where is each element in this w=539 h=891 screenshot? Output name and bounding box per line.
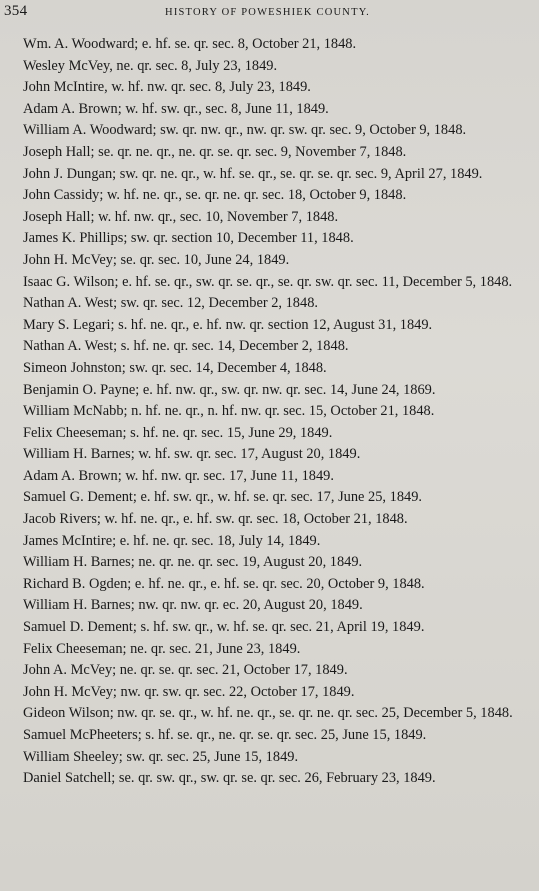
- land-entry: Mary S. Legari; s. hf. ne. qr., e. hf. nw. qr. section 12, August 31, 1849.: [23, 316, 433, 333]
- land-entry: Gideon Wilson; nw. qr. se. qr., w. hf. ne. qr., se. qr. ne. qr. sec. 25, December 5, 1848.: [23, 705, 513, 722]
- land-entry: Wesley McVey, ne. qr. sec. 8, July 23, 1849.: [23, 57, 278, 74]
- land-entry: John J. Dungan; sw. qr. ne. qr., w. hf. se. qr., se. qr. se. qr. sec. 9, April 27, 1849.: [23, 165, 483, 182]
- land-entry: John H. McVey; nw. qr. sw. qr. sec. 22, October 17, 1849.: [23, 683, 355, 700]
- land-entry: Adam A. Brown; w. hf. sw. qr., sec. 8, June 11, 1849.: [23, 100, 329, 117]
- land-entry: William H. Barnes; nw. qr. nw. qr. ec. 20, August 20, 1849.: [23, 597, 363, 614]
- land-entry: Samuel McPheeters; s. hf. se. qr., ne. qr. se. qr. sec. 25, June 15, 1849.: [23, 727, 427, 743]
- land-entry: John McIntire, w. hf. nw. qr. sec. 8, July 23, 1849.: [23, 79, 311, 96]
- land-entry: Daniel Satchell; se. qr. sw. qr., sw. qr. se. qr. sec. 26, February 23, 1849.: [23, 770, 436, 787]
- land-entry: Felix Cheeseman; ne. qr. sec. 21, June 23, 1849.: [23, 640, 301, 657]
- land-entry: William H. Barnes; ne. qr. ne. qr. sec. 19, August 20, 1849.: [23, 554, 363, 571]
- land-entry: Jacob Rivers; w. hf. ne. qr., e. hf. sw. qr. sec. 18, October 21, 1848.: [23, 511, 408, 528]
- land-entry: James K. Phillips; sw. qr. section 10, December 11, 1848.: [23, 230, 354, 247]
- page-header: [4, 3, 531, 25]
- land-entry: Benjamin O. Payne; e. hf. nw. qr., sw. qr. nw. qr. sec. 14, June 24, 1869.: [23, 381, 436, 398]
- land-entry: Samuel D. Dement; s. hf. sw. qr., w. hf. se. qr. sec. 21, April 19, 1849.: [23, 619, 425, 636]
- land-entry: Adam A. Brown; w. hf. nw. qr. sec. 17, June 11, 1849.: [23, 467, 334, 484]
- page-number: 354: [4, 3, 28, 19]
- land-entry: William H. Barnes; w. hf. sw. qr. sec. 17, August 20, 1849.: [23, 446, 361, 463]
- land-entry: William A. Woodward; sw. qr. nw. qr., nw. qr. sw. qr. sec. 9, October 9, 1848.: [23, 122, 467, 139]
- land-entry: John A. McVey; ne. qr. se. qr. sec. 21, October 17, 1849.: [23, 662, 348, 679]
- land-entry: James McIntire; e. hf. ne. qr. sec. 18, July 14, 1849.: [23, 532, 321, 549]
- land-entry: Joseph Hall; w. hf. nw. qr., sec. 10, November 7, 1848.: [23, 208, 339, 225]
- land-entry: Felix Cheeseman; s. hf. ne. qr. sec. 15, June 29, 1849.: [23, 424, 333, 441]
- land-entry: Nathan A. West; s. hf. ne. qr. sec. 14, December 2, 1848.: [23, 338, 349, 355]
- land-entry: Wm. A. Woodward; e. hf. se. qr. sec. 8, October 21, 1848.: [23, 36, 357, 52]
- land-entry: John H. McVey; se. qr. sec. 10, June 24, 1849.: [23, 251, 290, 268]
- land-entry: Samuel G. Dement; e. hf. sw. qr., w. hf. se. qr. sec. 17, June 25, 1849.: [23, 489, 423, 506]
- land-entry: Isaac G. Wilson; e. hf. se. qr., sw. qr. se. qr., se. qr. sw. qr. sec. 11, December 5, 1848.: [23, 273, 513, 290]
- land-entry: William Sheeley; sw. qr. sec. 25, June 15, 1849.: [23, 748, 299, 765]
- land-entry: Nathan A. West; sw. qr. sec. 12, December 2, 1848.: [23, 295, 318, 312]
- land-entry-list: [4, 34, 531, 790]
- land-entry: Joseph Hall; se. qr. ne. qr., ne. qr. se. qr. sec. 9, November 7, 1848.: [23, 143, 407, 160]
- land-entry: John Cassidy; w. hf. ne. qr., se. qr. ne. qr. sec. 18, October 9, 1848.: [23, 187, 407, 204]
- land-entry: Richard B. Ogden; e. hf. ne. qr., e. hf. se. qr. sec. 20, October 9, 1848.: [23, 575, 425, 592]
- running-title: HISTORY OF POWESHIEK COUNTY.: [165, 7, 370, 18]
- land-entry: William McNabb; n. hf. ne. qr., n. hf. nw. qr. sec. 15, October 21, 1848.: [23, 403, 435, 420]
- land-entry: Simeon Johnston; sw. qr. sec. 14, December 4, 1848.: [23, 359, 327, 376]
